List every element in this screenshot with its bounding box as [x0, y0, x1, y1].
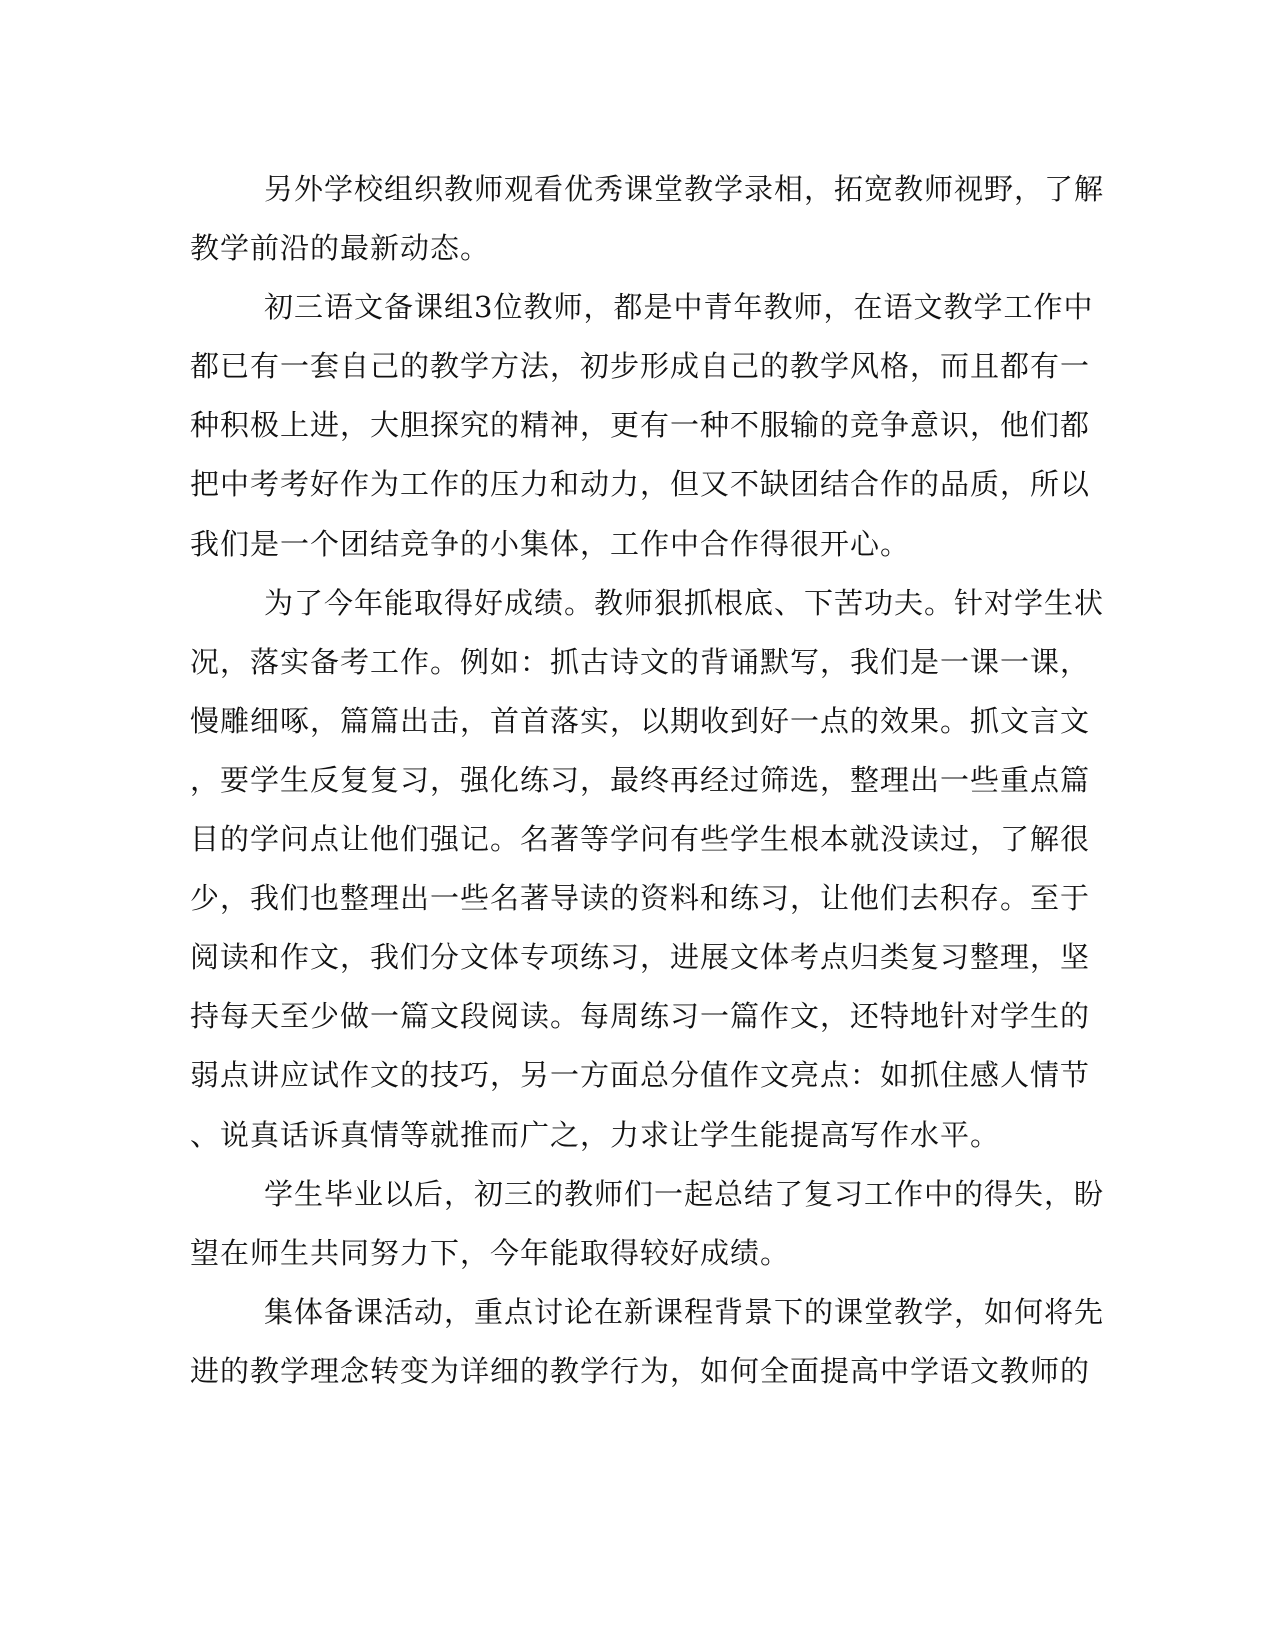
paragraph-1-line-1: 另外学校组织教师观看优秀课堂教学录相，拓宽教师视野，了解 — [264, 172, 1105, 206]
paragraph-5-line-1: 集体备课活动，重点讨论在新课程背景下的课堂教学，如何将先 — [264, 1294, 1105, 1329]
paragraph-2-line-3: 种积极上进，大胆探究的精神，更有一种不服输的竞争意识，他们都 — [190, 408, 1091, 443]
paragraph-3-line-9: 弱点讲应试作文的技巧，另一方面总分值作文亮点：如抓住感人情节 — [190, 1058, 1091, 1093]
paragraph-3-line-7: 阅读和作文，我们分文体专项练习，进展文体考点归类复习整理，坚 — [190, 940, 1091, 975]
paragraph-2-line-5: 我们是一个团结竞争的小集体，工作中合作得很开心。 — [190, 526, 911, 561]
document-body — [190, 160, 1105, 1401]
paragraph-1-line-2: 教学前沿的最新动态。 — [190, 231, 491, 266]
paragraph-4-line-1: 学生毕业以后，初三的教师们一起总结了复习工作中的得失，盼 — [264, 1176, 1105, 1211]
paragraph-3-line-5: 目的学问点让他们强记。名著等学问有些学生根本就没读过，了解很 — [190, 822, 1091, 857]
paragraph-3-line-10: 、说真话诉真情等就推而广之，力求让学生能提高写作水平。 — [190, 1117, 1001, 1152]
paragraph-3-line-6: 少，我们也整理出一些名著导读的资料和练习，让他们去积存。至于 — [190, 881, 1091, 916]
paragraph-3-line-2: 况，落实备考工作。例如：抓古诗文的背诵默写，我们是一课一课， — [190, 644, 1091, 679]
paragraph-3-line-3: 慢雕细啄，篇篇出击，首首落实，以期收到好一点的效果。抓文言文 — [190, 703, 1091, 738]
paragraph-2-line-2: 都已有一套自己的教学方法，初步形成自己的教学风格，而且都有一 — [190, 349, 1091, 384]
paragraph-3-line-4: ，要学生反复复习，强化练习，最终再经过筛选，整理出一些重点篇 — [190, 762, 1091, 797]
paragraph-4-line-2: 望在师生共同努力下，今年能取得较好成绩。 — [190, 1235, 791, 1270]
paragraph-5-line-2: 进的教学理念转变为详细的教学行为，如何全面提高中学语文教师的 — [190, 1353, 1091, 1388]
paragraph-2-line-1: 初三语文备课组3位教师，都是中青年教师，在语文教学工作中 — [264, 290, 1094, 325]
paragraph-2-line-4: 把中考考好作为工作的压力和动力，但又不缺团结合作的品质，所以 — [190, 467, 1091, 502]
paragraph-3-line-8: 持每天至少做一篇文段阅读。每周练习一篇作文，还特地针对学生的 — [190, 999, 1091, 1034]
paragraph-3-line-1: 为了今年能取得好成绩。教师狠抓根底、下苦功夫。针对学生状 — [264, 585, 1105, 620]
